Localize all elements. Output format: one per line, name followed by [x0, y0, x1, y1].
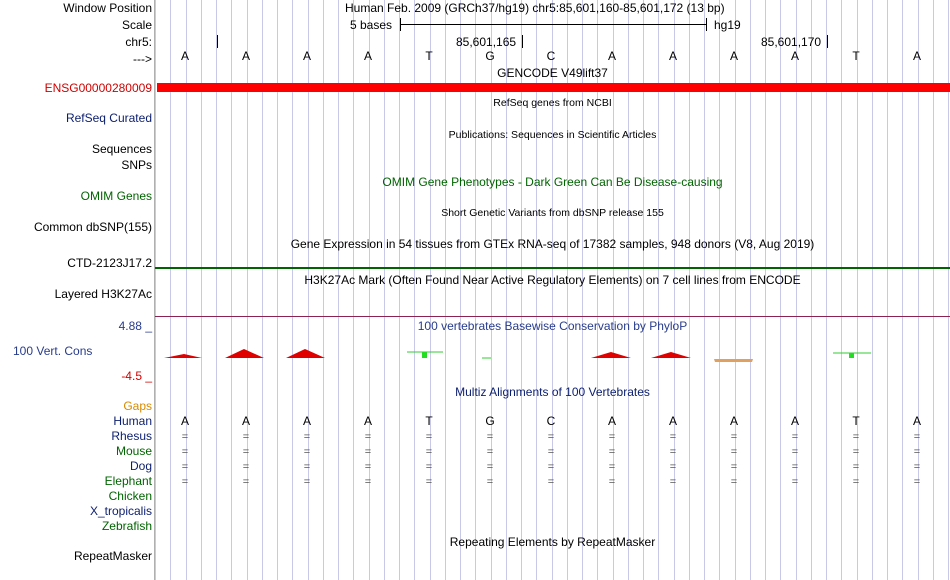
- alignment-match: =: [303, 476, 311, 488]
- track-data-panel[interactable]: [155, 0, 950, 580]
- ruler-tick: [217, 35, 218, 48]
- phylop-peak: [591, 352, 631, 358]
- alignment-match: =: [852, 431, 860, 443]
- track-labels-panel: [0, 0, 154, 580]
- gencode-gene-bar[interactable]: [157, 83, 950, 92]
- alignment-match: =: [242, 476, 250, 488]
- alignment-match: =: [181, 431, 189, 443]
- scale-text: 5 bases: [350, 18, 393, 32]
- alignment-match: =: [669, 461, 677, 473]
- refseq-title: RefSeq genes from NCBI: [493, 97, 612, 109]
- strand-arrow-label: --->: [133, 52, 152, 66]
- human-base-letter: A: [790, 414, 799, 428]
- gaps-label[interactable]: Gaps: [123, 399, 152, 413]
- phylop-peak: [286, 349, 325, 358]
- base-letter: A: [912, 49, 921, 63]
- alignment-match: =: [364, 476, 372, 488]
- human-base-letter: T: [425, 414, 433, 428]
- alignment-match: =: [669, 431, 677, 443]
- species-label-mouse[interactable]: Mouse: [115, 444, 152, 458]
- species-label-x_tropicalis[interactable]: X_tropicalis: [89, 504, 152, 518]
- species-label-human[interactable]: Human: [113, 414, 152, 428]
- species-label-dog[interactable]: Dog: [129, 459, 152, 473]
- alignment-match: =: [425, 446, 433, 458]
- repeatmasker-title: Repeating Elements by RepeatMasker: [449, 535, 656, 549]
- phylop-conservation-plot[interactable]: [155, 340, 950, 370]
- refseq-label[interactable]: RefSeq Curated: [65, 111, 152, 125]
- alignment-match: =: [425, 476, 433, 488]
- phylop-peak: [164, 354, 202, 358]
- gencode-title: GENCODE V49lift37: [497, 66, 608, 80]
- phylop-max-label: 4.88 _: [118, 319, 152, 333]
- alignment-match: =: [669, 476, 677, 488]
- alignment-match: =: [791, 476, 799, 488]
- alignment-match: =: [486, 461, 494, 473]
- grid-line: [155, 0, 156, 580]
- h3k27ac-label[interactable]: Layered H3K27Ac: [54, 287, 152, 301]
- alignment-match: =: [608, 461, 616, 473]
- alignment-match: =: [608, 476, 616, 488]
- alignment-match: =: [791, 431, 799, 443]
- alignment-match: =: [303, 461, 311, 473]
- human-base-letter: G: [485, 414, 495, 428]
- pubs-label[interactable]: Sequences: [91, 142, 152, 156]
- alignment-match: =: [730, 476, 738, 488]
- window-position-label: Window Position: [63, 1, 152, 15]
- scale-bar: [400, 24, 707, 25]
- alignment-match: =: [547, 476, 555, 488]
- phylop-score-marks: [164, 349, 871, 362]
- human-base-letter: A: [668, 414, 677, 428]
- alignment-match: =: [730, 446, 738, 458]
- alignment-match: =: [791, 446, 799, 458]
- omim-title: OMIM Gene Phenotypes - Dark Green Can Be Disease-causing: [382, 175, 723, 189]
- alignment-match: =: [303, 446, 311, 458]
- alignment-match: =: [364, 431, 372, 443]
- coord-label-1: 85,601,165: [456, 35, 517, 49]
- chrom-label: chr5:: [125, 35, 152, 49]
- phylop-negative-mark: [714, 359, 753, 362]
- human-base-letter: A: [729, 414, 738, 428]
- human-base-letter: A: [180, 414, 189, 428]
- human-base-letter: A: [607, 414, 616, 428]
- phylop-positive-mark: [422, 352, 427, 358]
- base-letter: G: [485, 49, 495, 63]
- alignment-match: =: [242, 431, 250, 443]
- base-letter: A: [790, 49, 799, 63]
- alignment-match: =: [791, 461, 799, 473]
- species-label-zebrafish[interactable]: Zebrafish: [101, 519, 152, 533]
- alignment-match: =: [364, 461, 372, 473]
- alignment-match: =: [547, 461, 555, 473]
- scale-bar-left-tick: [400, 18, 401, 31]
- human-base-letter: T: [852, 414, 860, 428]
- pubs-title: Publications: Sequences in Scientific Articles: [448, 129, 657, 141]
- alignment-match: =: [730, 431, 738, 443]
- dbsnp-label[interactable]: Common dbSNP(155): [33, 220, 152, 234]
- gtex-label[interactable]: CTD-2123J17.2: [67, 256, 152, 270]
- alignment-match: =: [669, 446, 677, 458]
- species-label-elephant[interactable]: Elephant: [104, 474, 152, 488]
- window-position-text: Human Feb. 2009 (GRCh37/hg19) chr5:85,601,160-85,601,172 (13 bp): [345, 1, 725, 15]
- assembly-text: hg19: [714, 18, 741, 32]
- human-base-letter: A: [302, 414, 311, 428]
- alignment-match: =: [486, 431, 494, 443]
- alignment-match: =: [913, 461, 921, 473]
- base-letter: T: [852, 49, 860, 63]
- gtex-title: Gene Expression in 54 tissues from GTEx RNA-seq of 17382 samples, 948 donors (V8, Aug 2019): [290, 237, 815, 251]
- alignment-match: =: [364, 446, 372, 458]
- phylop-peak: [225, 349, 264, 358]
- alignment-match: =: [852, 446, 860, 458]
- multiz-title: Multiz Alignments of 100 Vertebrates: [455, 385, 650, 399]
- human-base-letter: C: [546, 414, 556, 428]
- alignment-match: =: [913, 446, 921, 458]
- base-letter: A: [241, 49, 250, 63]
- phylop-peak: [651, 352, 691, 358]
- phylop-min-label: -4.5 _: [121, 369, 152, 383]
- phylop-label[interactable]: 100 Vert. Cons: [13, 344, 93, 358]
- alignment-match: =: [181, 476, 189, 488]
- phylop-title: 100 vertebrates Basewise Conservation by PhyloP: [417, 319, 688, 333]
- alignment-match: =: [425, 461, 433, 473]
- base-letter: A: [668, 49, 677, 63]
- species-label-rhesus[interactable]: Rhesus: [111, 429, 152, 443]
- scale-bar-right-tick: [706, 18, 707, 31]
- coord-label-2: 85,601,170: [761, 35, 822, 49]
- alignment-match: =: [913, 476, 921, 488]
- alignment-match: =: [486, 476, 494, 488]
- human-base-letter: A: [241, 414, 250, 428]
- alignment-match: =: [852, 461, 860, 473]
- alignment-match: =: [913, 431, 921, 443]
- base-letter: A: [363, 49, 372, 63]
- base-letter: A: [180, 49, 189, 63]
- gtex-expression-line[interactable]: [155, 267, 950, 269]
- alignment-match: =: [608, 446, 616, 458]
- base-letter: A: [607, 49, 616, 63]
- gencode-gene-label[interactable]: ENSG00000280009: [44, 81, 152, 95]
- human-base-letter: A: [363, 414, 372, 428]
- alignment-match: =: [486, 446, 494, 458]
- ruler-tick: [522, 35, 523, 48]
- omim-label[interactable]: OMIM Genes: [80, 189, 152, 203]
- scale-label: Scale: [121, 18, 152, 32]
- base-letter: C: [546, 49, 556, 63]
- phylop-positive-mark: [849, 353, 854, 358]
- repeatmasker-label[interactable]: RepeatMasker: [73, 549, 152, 563]
- alignment-match: =: [547, 446, 555, 458]
- alignment-match: =: [852, 476, 860, 488]
- base-letter: A: [729, 49, 738, 63]
- alignment-match: =: [242, 446, 250, 458]
- alignment-match: =: [303, 431, 311, 443]
- alignment-match: =: [730, 461, 738, 473]
- base-letter: T: [425, 49, 433, 63]
- species-label-chicken[interactable]: Chicken: [108, 489, 152, 503]
- base-letter: A: [302, 49, 311, 63]
- snps-label[interactable]: SNPs: [121, 158, 152, 172]
- dbsnp-title: Short Genetic Variants from dbSNP release 155: [441, 207, 664, 219]
- h3k27ac-title: H3K27Ac Mark (Often Found Near Active Regulatory Elements) on 7 cell lines from ENCODE: [304, 273, 801, 287]
- alignment-match: =: [547, 431, 555, 443]
- alignment-match: =: [242, 461, 250, 473]
- human-base-letter: A: [912, 414, 921, 428]
- h3k27ac-baseline: [155, 316, 950, 317]
- alignment-match: =: [425, 431, 433, 443]
- ruler-tick: [827, 35, 828, 48]
- alignment-match: =: [181, 461, 189, 473]
- alignment-match: =: [181, 446, 189, 458]
- alignment-match: =: [608, 431, 616, 443]
